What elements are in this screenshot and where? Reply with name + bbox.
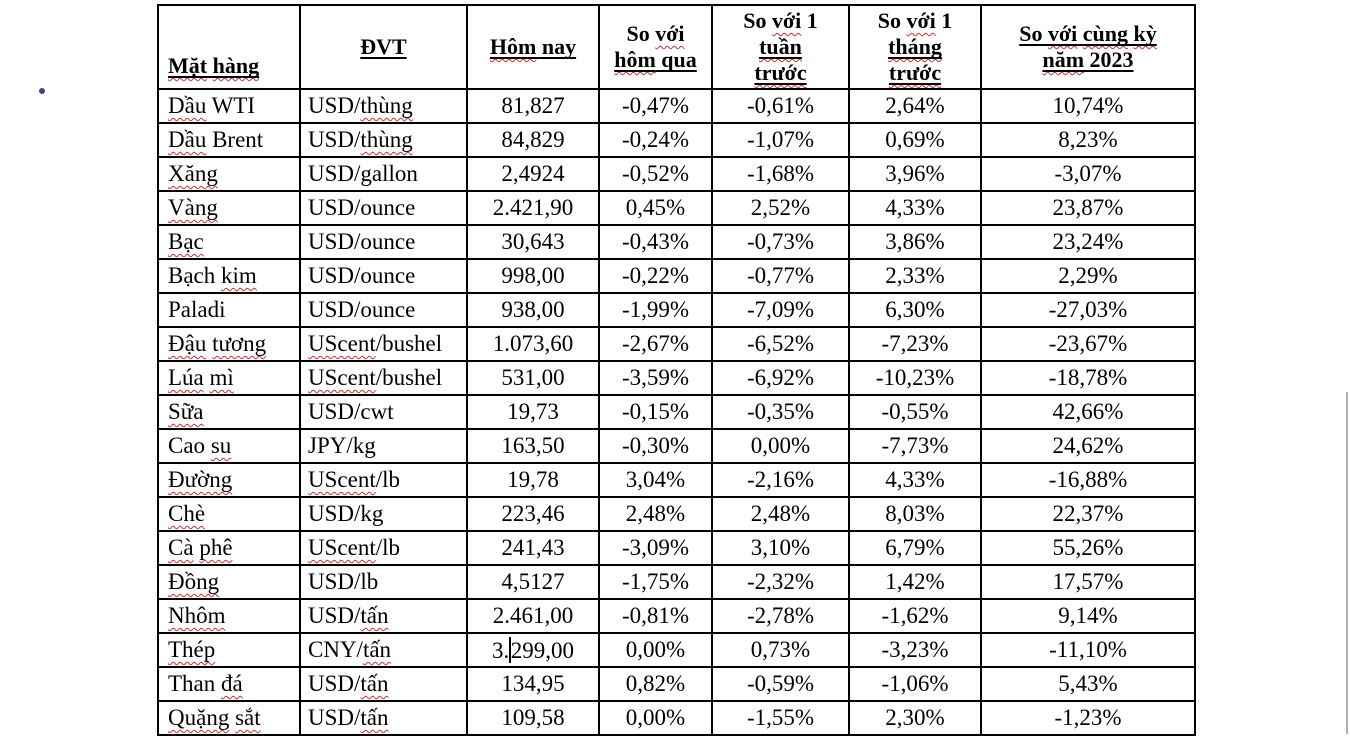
commodity-price-table <box>157 4 1196 736</box>
unit-cell[interactable]: USD/tấn <box>300 667 467 701</box>
unit-cell[interactable]: UScent/lb <box>300 531 467 565</box>
spellcheck-squiggle: Xăng <box>168 161 218 186</box>
commodity-name-cell[interactable] <box>158 701 300 735</box>
today-price-cell[interactable]: 531,00 <box>467 361 599 395</box>
vs-2023-cell[interactable]: 9,14% <box>981 599 1195 633</box>
vs-month-cell[interactable]: 2,64% <box>849 89 981 123</box>
spellcheck-squiggle: tấn <box>360 705 389 730</box>
vs-week-cell[interactable]: -6,92% <box>712 361 849 395</box>
unit-cell[interactable]: USD/gallon <box>300 157 467 191</box>
spellcheck-squiggle: Vàng <box>168 195 218 220</box>
spellcheck-squiggle: tuần <box>759 34 802 59</box>
column-header-mat-hang[interactable] <box>158 5 300 89</box>
header-line <box>600 47 711 73</box>
header-line <box>850 60 980 86</box>
unit-cell[interactable]: UScent/bushel <box>300 327 467 361</box>
spellcheck-squiggle: Dầu <box>168 127 207 152</box>
table-row <box>158 89 1195 123</box>
vs-2023-cell[interactable]: 22,37% <box>981 497 1195 531</box>
unit-cell[interactable]: CNY/tấn <box>300 633 467 667</box>
column-header-so-voi-1-thang-truoc[interactable] <box>849 5 981 89</box>
header-line <box>713 60 848 86</box>
table-row <box>158 667 1195 701</box>
vs-month-cell[interactable]: 6,79% <box>849 531 981 565</box>
vs-yesterday-cell[interactable]: -0,22% <box>599 259 712 293</box>
header-line <box>600 21 711 47</box>
vs-yesterday-cell[interactable]: -3,09% <box>599 531 712 565</box>
table-row <box>158 395 1195 429</box>
table-header <box>158 5 1195 89</box>
vs-2023-cell[interactable]: -23,67% <box>981 327 1195 361</box>
spellcheck-squiggle: UScent <box>308 331 376 356</box>
commodity-name-cell[interactable] <box>158 497 300 531</box>
vs-month-cell[interactable]: 3,86% <box>849 225 981 259</box>
vs-week-cell[interactable]: 0,73% <box>712 633 849 667</box>
vs-week-cell[interactable]: 2,52% <box>712 191 849 225</box>
vs-yesterday-cell[interactable]: -0,24% <box>599 123 712 157</box>
vs-week-cell[interactable]: -0,35% <box>712 395 849 429</box>
vs-month-cell[interactable]: -1,62% <box>849 599 981 633</box>
table-row <box>158 701 1195 735</box>
column-header-so-voi-cung-ky-nam-2023[interactable] <box>981 5 1195 89</box>
spellcheck-squiggle: Sữa <box>168 399 204 424</box>
vs-month-cell[interactable]: -7,23% <box>849 327 981 361</box>
table-row <box>158 361 1195 395</box>
vs-month-cell[interactable]: 4,33% <box>849 463 981 497</box>
header-line <box>713 8 848 34</box>
header-text <box>888 34 942 59</box>
table-body <box>158 89 1195 735</box>
commodity-name-cell[interactable] <box>158 327 300 361</box>
vs-week-cell[interactable]: -2,16% <box>712 463 849 497</box>
spellcheck-squiggle: UScent <box>308 535 376 560</box>
vs-week-cell[interactable]: -7,09% <box>712 293 849 327</box>
spellcheck-squiggle: UScent <box>308 467 376 492</box>
spellcheck-squiggle: với <box>906 8 936 33</box>
commodity-name-cell[interactable]: Dầu Brent <box>158 123 300 157</box>
spellcheck-squiggle: tấn <box>362 637 392 662</box>
commodity-name-cell[interactable]: Dầu WTI <box>158 89 300 123</box>
header-text: hôm qua <box>614 47 697 72</box>
header-text: năm 2023 <box>1042 47 1134 72</box>
vs-yesterday-cell[interactable]: -0,15% <box>599 395 712 429</box>
today-price-cell[interactable]: 2.421,90 <box>467 191 599 225</box>
vs-2023-cell[interactable]: -11,10% <box>981 633 1195 667</box>
vs-yesterday-cell[interactable]: -1,99% <box>599 293 712 327</box>
column-header-hom-nay[interactable] <box>467 5 599 89</box>
header-text: So với 1 <box>743 8 818 33</box>
table-row <box>158 293 1195 327</box>
spellcheck-squiggle: đá <box>221 671 243 696</box>
today-price-cell[interactable]: 1.073,60 <box>467 327 599 361</box>
vs-week-cell[interactable]: -1,55% <box>712 701 849 735</box>
vs-month-cell[interactable]: 6,30% <box>849 293 981 327</box>
table-row <box>158 327 1195 361</box>
table-row <box>158 463 1195 497</box>
spellcheck-squiggle: với <box>771 8 802 33</box>
table-row <box>158 225 1195 259</box>
vs-month-cell[interactable]: 4,33% <box>849 191 981 225</box>
vs-week-cell[interactable]: 2,48% <box>712 497 849 531</box>
commodity-name-cell[interactable] <box>158 361 300 395</box>
vs-yesterday-cell[interactable]: 3,04% <box>599 463 712 497</box>
header-text <box>168 53 259 78</box>
spellcheck-squiggle: tháng <box>888 34 942 59</box>
vs-week-cell[interactable]: -1,07% <box>712 123 849 157</box>
spellcheck-squiggle: tấn <box>360 603 389 628</box>
spellcheck-squiggle: Nhôm <box>168 603 226 628</box>
today-price-cell[interactable]: 19,78 <box>467 463 599 497</box>
vs-2023-cell[interactable]: 17,57% <box>981 565 1195 599</box>
unit-cell[interactable]: USD/ounce <box>300 191 467 225</box>
unit-cell[interactable]: USD/thùng <box>300 123 467 157</box>
column-header-so-voi-hom-qua[interactable] <box>599 5 712 89</box>
column-header-dvt[interactable] <box>300 5 467 89</box>
unit-cell[interactable]: USD/tấn <box>300 599 467 633</box>
unit-cell[interactable]: USD/ounce <box>300 225 467 259</box>
today-price-cell[interactable]: 109,58 <box>467 701 599 735</box>
spellcheck-squiggle: tấn <box>360 671 389 696</box>
unit-cell[interactable]: USD/lb <box>300 565 467 599</box>
table-row <box>158 497 1195 531</box>
spellcheck-squiggle: UScent <box>308 365 376 390</box>
unit-cell[interactable]: UScent/lb <box>300 463 467 497</box>
commodity-name-cell[interactable] <box>158 463 300 497</box>
spellcheck-squiggle: với <box>1047 21 1078 46</box>
today-price-cell[interactable]: 938,00 <box>467 293 599 327</box>
spellcheck-squiggle: với <box>655 21 685 46</box>
spellcheck-squiggle: kim <box>221 263 257 288</box>
table-row <box>158 157 1195 191</box>
vs-week-cell[interactable]: -2,32% <box>712 565 849 599</box>
unit-cell[interactable]: UScent/bushel <box>300 361 467 395</box>
vs-2023-cell[interactable]: -3,07% <box>981 157 1195 191</box>
spellcheck-squiggle: kỳ <box>1133 21 1157 46</box>
vs-2023-cell[interactable]: -1,23% <box>981 701 1195 735</box>
header-text <box>759 34 802 59</box>
vs-yesterday-cell[interactable]: 0,00% <box>599 633 712 667</box>
header-text: ĐVT <box>360 34 407 59</box>
table-row <box>158 259 1195 293</box>
commodity-name-cell[interactable] <box>158 395 300 429</box>
spellcheck-squiggle: trước <box>888 60 942 85</box>
spellcheck-squiggle: năm <box>1042 47 1085 72</box>
vs-yesterday-cell[interactable]: -0,47% <box>599 89 712 123</box>
vs-week-cell[interactable]: -0,59% <box>712 667 849 701</box>
spellcheck-squiggle: Cà <box>168 535 194 560</box>
header-text: Hôm nay <box>489 34 577 59</box>
vs-yesterday-cell[interactable]: -0,30% <box>599 429 712 463</box>
today-price-cell[interactable]: 81,827 <box>467 89 599 123</box>
vs-yesterday-cell[interactable]: 0,00% <box>599 701 712 735</box>
vs-2023-cell[interactable]: -27,03% <box>981 293 1195 327</box>
commodity-name-cell[interactable] <box>158 225 300 259</box>
spellcheck-squiggle: thùng <box>360 93 413 118</box>
table-row <box>158 633 1195 667</box>
vs-yesterday-cell[interactable]: 0,45% <box>599 191 712 225</box>
vs-yesterday-cell[interactable]: 2,48% <box>599 497 712 531</box>
spellcheck-squiggle: su <box>210 433 232 458</box>
vs-month-cell[interactable]: 0,69% <box>849 123 981 157</box>
vs-2023-cell[interactable]: 24,62% <box>981 429 1195 463</box>
text-cursor <box>509 637 511 663</box>
commodity-name-cell[interactable] <box>158 191 300 225</box>
header-line <box>468 34 598 60</box>
vs-week-cell[interactable]: -0,77% <box>712 259 849 293</box>
spellcheck-squiggle: Lúa <box>168 365 204 390</box>
spellcheck-squiggle: phê <box>199 535 233 560</box>
vs-yesterday-cell[interactable]: 0,82% <box>599 667 712 701</box>
vs-2023-cell[interactable]: 5,43% <box>981 667 1195 701</box>
vs-month-cell[interactable]: 1,42% <box>849 565 981 599</box>
header-line <box>850 34 980 60</box>
vs-2023-cell[interactable]: -18,78% <box>981 361 1195 395</box>
unit-cell[interactable]: JPY/kg <box>300 429 467 463</box>
vs-week-cell[interactable]: -6,52% <box>712 327 849 361</box>
commodity-name-cell[interactable] <box>158 633 300 667</box>
spellcheck-squiggle: tương <box>212 331 267 356</box>
vs-yesterday-cell[interactable]: -2,67% <box>599 327 712 361</box>
vs-week-cell[interactable]: -0,73% <box>712 225 849 259</box>
spellcheck-squiggle: sắt <box>235 705 261 730</box>
window-edge-line <box>1346 392 1348 734</box>
spellcheck-squiggle: hàng <box>212 53 260 78</box>
vs-month-cell[interactable]: 8,03% <box>849 497 981 531</box>
spellcheck-squiggle: Dầu <box>168 93 207 118</box>
spellcheck-squiggle: Hôm <box>489 34 537 59</box>
vs-month-cell[interactable]: -7,73% <box>849 429 981 463</box>
unit-cell[interactable]: USD/ounce <box>300 293 467 327</box>
vs-month-cell[interactable]: 3,96% <box>849 157 981 191</box>
spellcheck-squiggle: Mặt <box>168 53 208 78</box>
commodity-name-cell[interactable] <box>158 531 300 565</box>
spellcheck-squiggle: trước <box>754 60 807 85</box>
vs-month-cell[interactable]: -1,06% <box>849 667 981 701</box>
today-price-cell[interactable]: 134,95 <box>467 667 599 701</box>
table-row <box>158 565 1195 599</box>
commodity-name-cell[interactable] <box>158 565 300 599</box>
spellcheck-squiggle: Đường <box>168 467 233 492</box>
unit-cell[interactable]: USD/cwt <box>300 395 467 429</box>
vs-week-cell[interactable]: 3,10% <box>712 531 849 565</box>
header-line <box>982 47 1194 73</box>
vs-week-cell[interactable]: -2,78% <box>712 599 849 633</box>
header-text: So với cùng kỳ <box>1019 21 1157 46</box>
vs-yesterday-cell[interactable]: -3,59% <box>599 361 712 395</box>
spellcheck-squiggle: cùng <box>1082 21 1129 46</box>
table-row <box>158 191 1195 225</box>
table-row <box>158 599 1195 633</box>
vs-week-cell[interactable]: -0,61% <box>712 89 849 123</box>
today-price-cell[interactable]: 4,5127 <box>467 565 599 599</box>
today-price-cell[interactable]: 998,00 <box>467 259 599 293</box>
vs-month-cell[interactable]: 2,33% <box>849 259 981 293</box>
spellcheck-squiggle: hôm <box>614 47 656 72</box>
today-price-cell[interactable]: 2,4924 <box>467 157 599 191</box>
vs-yesterday-cell[interactable]: -0,43% <box>599 225 712 259</box>
spellcheck-squiggle: thùng <box>360 127 413 152</box>
today-price-cell[interactable]: 223,46 <box>467 497 599 531</box>
commodity-name-cell[interactable]: Cao su <box>158 429 300 463</box>
spellcheck-squiggle: Quặng <box>168 705 230 730</box>
header-line <box>713 34 848 60</box>
column-header-so-voi-1-tuan-truoc[interactable] <box>712 5 849 89</box>
commodity-name-cell[interactable]: Bạch kim <box>158 259 300 293</box>
spellcheck-squiggle: Chè <box>168 501 206 526</box>
today-price-cell[interactable]: 241,43 <box>467 531 599 565</box>
spellcheck-squiggle: Bạc <box>168 229 204 254</box>
today-price-cell[interactable]: 19,73 <box>467 395 599 429</box>
spellcheck-squiggle: Đậu <box>168 331 207 356</box>
header-line <box>850 8 980 34</box>
vs-2023-cell[interactable]: 2,29% <box>981 259 1195 293</box>
table-row <box>158 531 1195 565</box>
unit-cell[interactable]: USD/thùng <box>300 89 467 123</box>
vs-2023-cell[interactable]: 55,26% <box>981 531 1195 565</box>
vs-2023-cell[interactable]: 8,23% <box>981 123 1195 157</box>
header-text <box>889 60 941 85</box>
header-text: So với <box>626 21 685 46</box>
vs-month-cell[interactable]: -10,23% <box>849 361 981 395</box>
vs-yesterday-cell[interactable]: -0,52% <box>599 157 712 191</box>
unit-cell[interactable]: USD/ounce <box>300 259 467 293</box>
vs-month-cell[interactable]: -0,55% <box>849 395 981 429</box>
vs-2023-cell[interactable]: 42,66% <box>981 395 1195 429</box>
vs-month-cell[interactable]: -3,23% <box>849 633 981 667</box>
vs-yesterday-cell[interactable]: -0,81% <box>599 599 712 633</box>
unit-cell[interactable]: USD/tấn <box>300 701 467 735</box>
commodity-name-cell[interactable]: Paladi <box>158 293 300 327</box>
header-text <box>754 60 806 85</box>
commodity-name-cell[interactable] <box>158 599 300 633</box>
header-line <box>168 53 299 79</box>
spellcheck-squiggle: mì <box>209 365 234 390</box>
vs-2023-cell[interactable]: -16,88% <box>981 463 1195 497</box>
commodity-name-cell[interactable] <box>158 157 300 191</box>
commodity-name-cell[interactable]: Than đá <box>158 667 300 701</box>
header-line <box>982 21 1194 47</box>
table-row <box>158 429 1195 463</box>
today-price-cell[interactable]: 2.461,00 <box>467 599 599 633</box>
stray-bullet-dot <box>39 88 45 94</box>
today-price-cell[interactable]: 30,643 <box>467 225 599 259</box>
vs-2023-cell[interactable]: 23,24% <box>981 225 1195 259</box>
today-price-cell[interactable]: 3.299,00 <box>467 633 599 667</box>
header-line <box>301 34 466 60</box>
table-row <box>158 123 1195 157</box>
vs-yesterday-cell[interactable]: -1,75% <box>599 565 712 599</box>
vs-week-cell[interactable]: 0,00% <box>712 429 849 463</box>
spellcheck-squiggle: Thép <box>168 637 216 662</box>
spellcheck-squiggle: Đồng <box>168 569 220 594</box>
today-price-cell[interactable]: 163,50 <box>467 429 599 463</box>
vs-2023-cell[interactable]: 10,74% <box>981 89 1195 123</box>
unit-cell[interactable]: USD/kg <box>300 497 467 531</box>
vs-2023-cell[interactable]: 23,87% <box>981 191 1195 225</box>
vs-month-cell[interactable]: 2,30% <box>849 701 981 735</box>
today-price-cell[interactable]: 84,829 <box>467 123 599 157</box>
header-text: So với 1 <box>877 8 953 33</box>
vs-week-cell[interactable]: -1,68% <box>712 157 849 191</box>
table-header-row <box>158 5 1195 89</box>
